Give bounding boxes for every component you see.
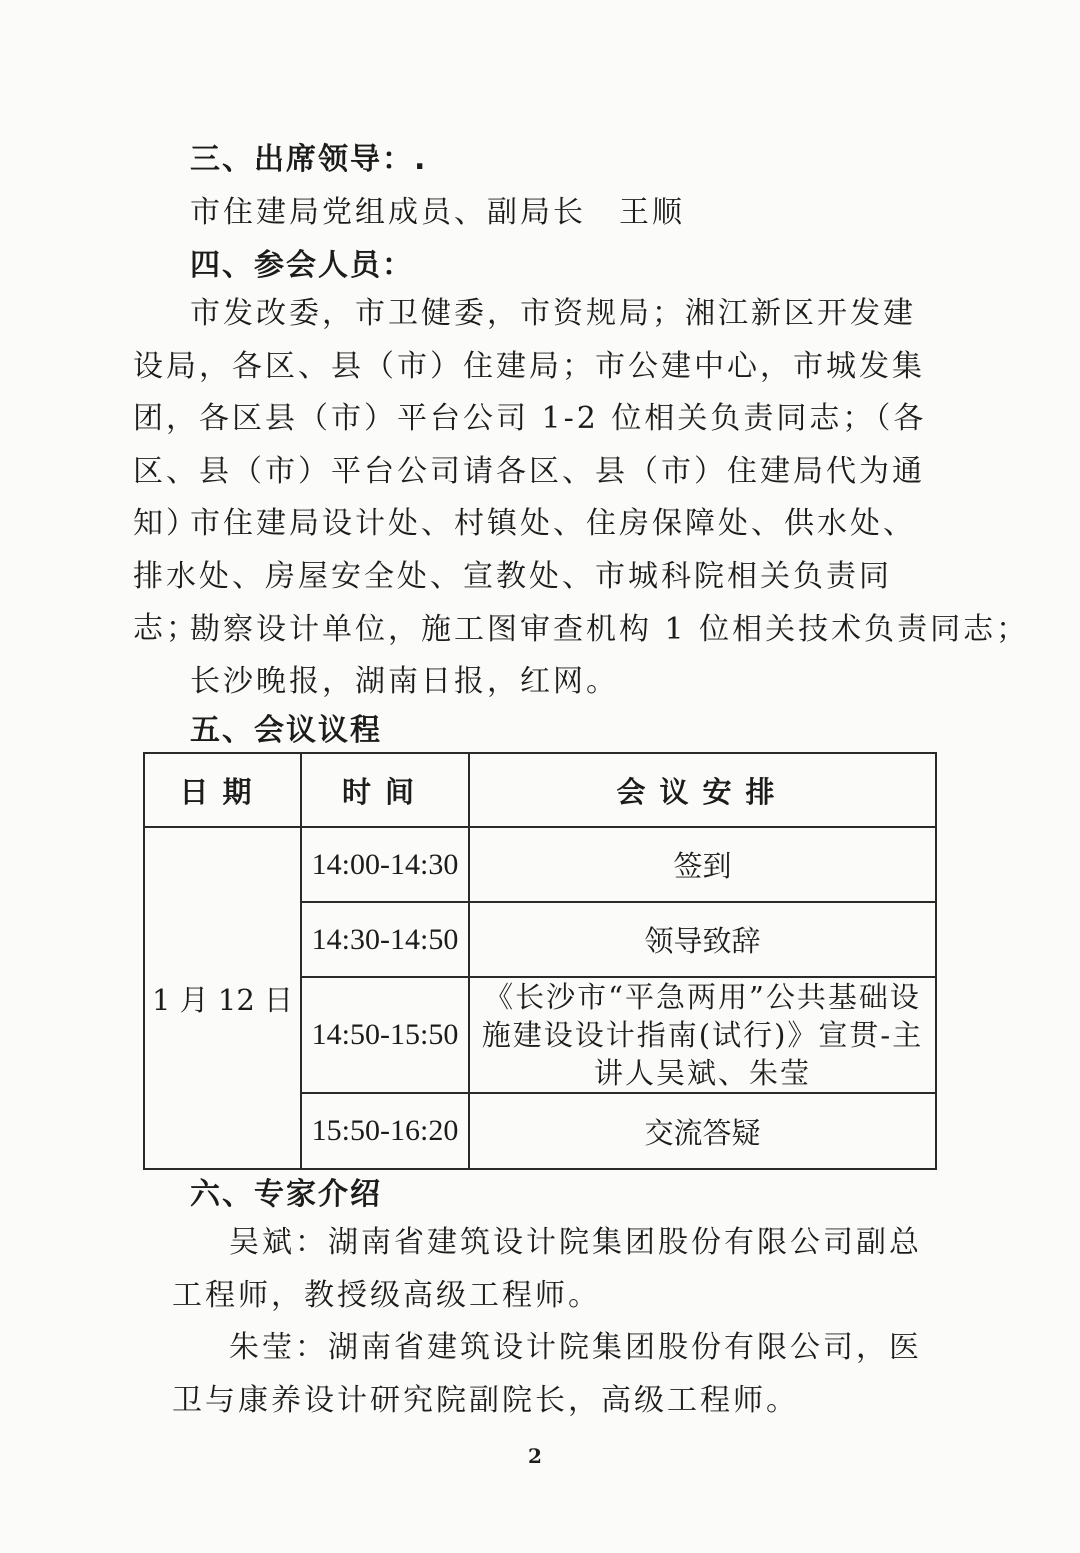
time-cell: 15:50-16:20 — [301, 1093, 469, 1169]
header-date: 日期 — [144, 753, 301, 827]
section4-paragraph-4: 长沙晚报，湖南日报，红网。 — [190, 664, 619, 699]
section4-paragraph-3: 勘察设计单位，施工图审查机构 1 位相关技术负责同志； — [190, 612, 1030, 647]
expert-wubin: 吴斌：湖南省建筑设计院集团股份有限公司副总工程师，教授级高级工程师。 — [172, 1225, 922, 1313]
section4-paragraph-1: 市发改委，市卫健委，市资规局；湘江新区开发建设局，各区、县（市）住建局；市公建中心，市城发集团，各区县（市）平台公司 1-2 位相关负责同志；（各区、县（市）平台公司请各区、县（市）住建局代为通知） — [133, 296, 927, 541]
section4-paragraph-2: 市住建局设计处、村镇处、住房保障处、供水处、排水处、房屋安全处、宣教处、市城科院相关负责同志； — [133, 506, 916, 646]
section3-leader: 市住建局党组成员、副局长 王顺 — [190, 195, 685, 230]
date-cell: 1 月 12 日 — [144, 827, 301, 1169]
table-row — [144, 827, 936, 902]
arrangement-cell: 签到 — [469, 827, 936, 902]
section3-heading: 三、出席领导：. — [190, 142, 428, 177]
arrangement-cell: 交流答疑 — [469, 1093, 936, 1169]
agenda-header-row — [144, 753, 936, 827]
header-arrangement: 会议安排 — [469, 753, 936, 827]
arrangement-cell: 《长沙市“平急两用”公共基础设施建设设计指南(试行)》宣贯-主讲人吴斌、朱莹 — [469, 977, 936, 1093]
section5-heading: 五、会议议程 — [190, 713, 382, 748]
arrangement-cell: 领导致辞 — [469, 902, 936, 977]
page-number: 2 — [528, 1444, 542, 1468]
time-cell: 14:00-14:30 — [301, 827, 469, 902]
section6-heading: 六、专家介绍 — [190, 1177, 382, 1212]
time-cell: 14:50-15:50 — [301, 977, 469, 1093]
agenda-table — [143, 752, 937, 1170]
header-time: 时间 — [301, 753, 469, 827]
time-cell: 14:30-14:50 — [301, 902, 469, 977]
expert-zhuying: 朱莹：湖南省建筑设计院集团股份有限公司，医卫与康养设计研究院副院长，高级工程师。 — [172, 1330, 922, 1418]
section4-heading: 四、参会人员： — [190, 248, 414, 283]
